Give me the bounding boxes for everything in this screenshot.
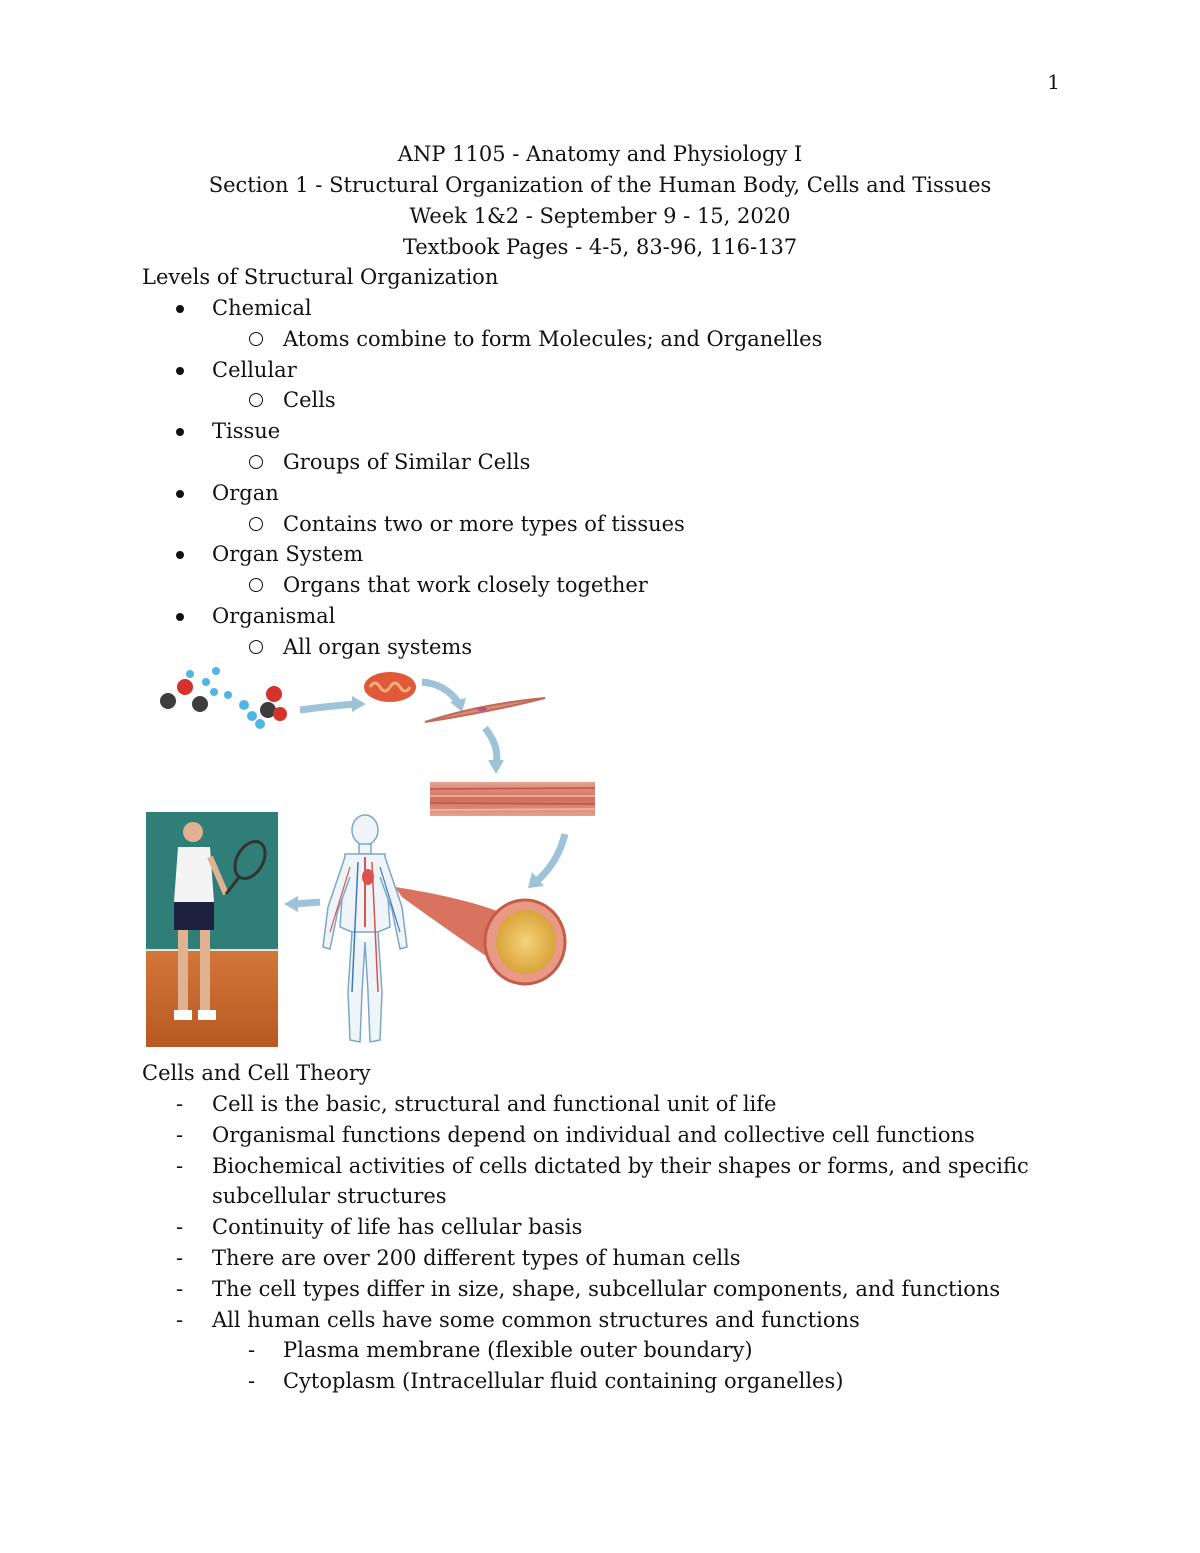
page-number: 1 — [1047, 70, 1060, 94]
level-item — [0, 416, 1200, 447]
week-dates: Week 1&2 - September 9 - 15, 2020 — [409, 204, 791, 228]
level-detail-text: Atoms combine to form Molecules; and Organelles — [283, 326, 823, 351]
cell-theory-list — [0, 1089, 1200, 1397]
circle-bullet-icon — [249, 517, 263, 531]
bullet-icon — [176, 490, 184, 498]
tennis-player-photo — [146, 812, 278, 1047]
cell-point: Biochemical activities of cells dictated by their shapes or forms, and specific — [212, 1153, 1029, 1178]
circle-bullet-icon — [249, 640, 263, 654]
cell-subpoint: Plasma membrane (flexible outer boundary) — [283, 1338, 753, 1363]
level-item — [0, 478, 1200, 509]
level-detail-text: Groups of Similar Cells — [283, 449, 531, 474]
dash-bullet: - — [248, 1369, 256, 1394]
atoms-icon — [160, 667, 232, 712]
level-detail-text: Organs that work closely together — [283, 573, 648, 598]
organ-system-figure — [323, 815, 407, 1042]
list-item — [0, 1120, 1200, 1151]
cell-point: subcellular structures — [212, 1184, 447, 1209]
bullet-icon — [176, 613, 184, 621]
arrow-right-icon — [300, 704, 355, 710]
level-item — [0, 355, 1200, 386]
level-detail — [0, 570, 1200, 601]
levels-illustration — [140, 662, 610, 1052]
level-detail — [0, 447, 1200, 478]
level-label: Organismal — [212, 603, 336, 628]
list-item — [0, 1243, 1200, 1274]
bullet-icon — [176, 551, 184, 559]
cell-subpoint: Cytoplasm (Intracellular fluid containing organelles) — [283, 1369, 844, 1394]
list-item — [0, 1151, 1200, 1182]
arrow-left-icon — [295, 902, 320, 904]
sub-list-item — [0, 1335, 1200, 1366]
course-title: ANP 1105 - Anatomy and Physiology I — [397, 142, 803, 166]
arrow-curve-icon — [422, 682, 458, 702]
levels-heading: Levels of Structural Organization — [142, 265, 499, 289]
level-item — [0, 539, 1200, 570]
level-detail-text: All organ systems — [283, 634, 473, 659]
bullet-icon — [176, 428, 184, 436]
level-label: Tissue — [212, 419, 281, 444]
list-item — [0, 1089, 1200, 1120]
bullet-icon — [176, 305, 184, 313]
cell-point: All human cells have some common structures and functions — [212, 1307, 860, 1332]
level-item — [0, 293, 1200, 324]
dash-bullet: - — [176, 1307, 184, 1332]
level-detail — [0, 632, 1200, 663]
muscle-tissue-icon — [430, 782, 595, 816]
cells-heading: Cells and Cell Theory — [142, 1061, 371, 1085]
sub-list-item — [0, 1366, 1200, 1397]
cell-point: Organismal functions depend on individual and collective cell functions — [212, 1122, 975, 1147]
dash-bullet: - — [176, 1245, 184, 1270]
bullet-icon — [176, 367, 184, 375]
list-item — [0, 1274, 1200, 1305]
list-item-continuation — [0, 1181, 1200, 1212]
circle-bullet-icon — [249, 393, 263, 407]
level-detail-text: Contains two or more types of tissues — [283, 511, 685, 536]
cell-point: Continuity of life has cellular basis — [212, 1215, 583, 1240]
level-detail — [0, 509, 1200, 540]
level-label: Chemical — [212, 296, 312, 320]
dash-bullet: - — [248, 1338, 256, 1363]
section-title: Section 1 - Structural Organization of the Human Body, Cells and Tissues — [208, 173, 992, 197]
circle-bullet-icon — [249, 332, 263, 346]
dash-bullet: - — [176, 1092, 184, 1116]
level-item — [0, 601, 1200, 632]
list-item — [0, 1305, 1200, 1336]
cell-point: Cell is the basic, structural and functional unit of life — [212, 1092, 777, 1116]
cell-point: The cell types differ in size, shape, subcellular components, and functions — [212, 1276, 1001, 1301]
levels-list — [0, 293, 1200, 663]
textbook-pages: Textbook Pages - 4-5, 83-96, 116-137 — [402, 235, 798, 259]
arrow-down-icon — [485, 728, 497, 764]
level-detail-text: Cells — [283, 388, 336, 413]
dash-bullet: - — [176, 1122, 184, 1147]
level-label: Organ — [212, 480, 279, 505]
level-label: Cellular — [212, 357, 297, 382]
cell-point: There are over 200 different types of human cells — [212, 1245, 741, 1270]
list-item — [0, 1212, 1200, 1243]
molecule-icon — [239, 686, 287, 729]
circle-bullet-icon — [249, 455, 263, 469]
dash-bullet: - — [176, 1153, 184, 1178]
mitochondrion-icon — [364, 672, 416, 702]
arrow-curve-icon — [538, 834, 565, 880]
dash-bullet: - — [176, 1276, 184, 1301]
dash-bullet: - — [176, 1215, 184, 1240]
level-detail — [0, 324, 1200, 355]
level-label: Organ System — [212, 542, 364, 567]
circle-bullet-icon — [249, 578, 263, 592]
level-detail — [0, 385, 1200, 416]
document-header — [0, 139, 1200, 263]
blood-vessel-icon — [395, 887, 565, 984]
